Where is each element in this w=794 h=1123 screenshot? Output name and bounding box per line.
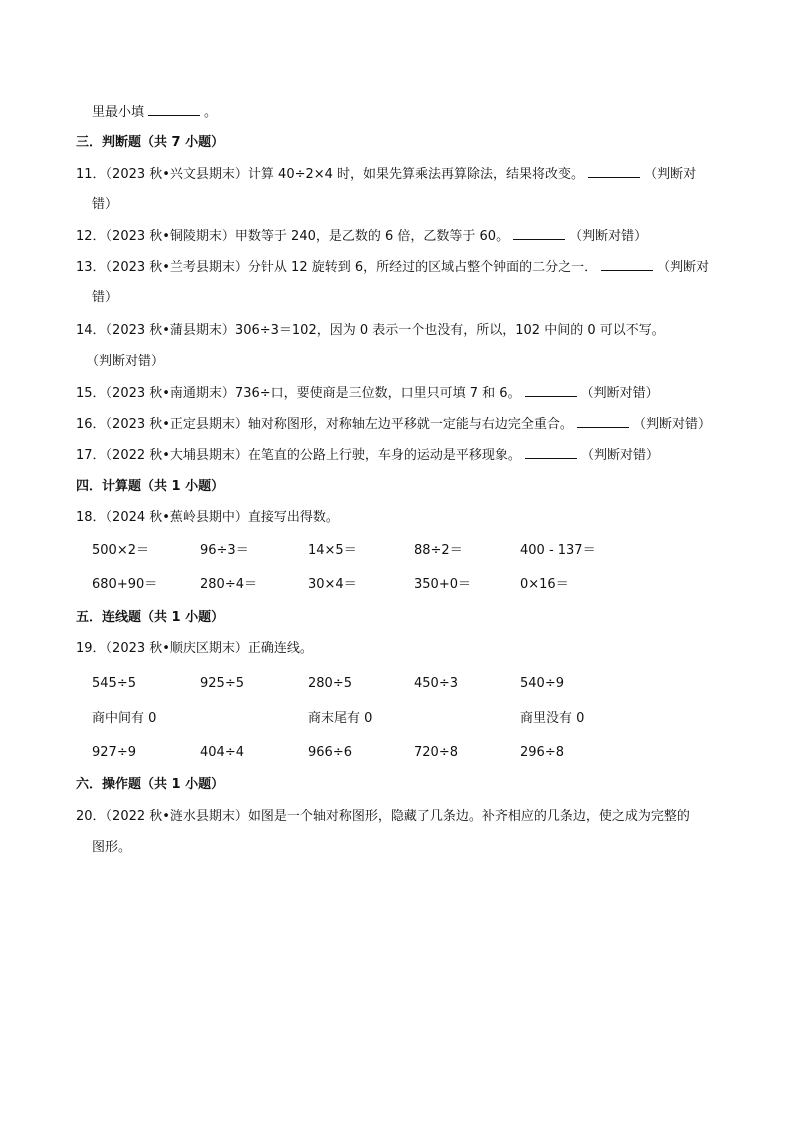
question-20: 20．（2022 秋•涟水县期末）如图是一个轴对称图形，隐藏了几条边。补齐相应的几条边，使之成为完整的 bbox=[76, 809, 690, 824]
question-11-text: 11．（2023 秋•兴文县期末）计算 40÷2×4 时，如果先算乘法再算除法，结果将改变。 bbox=[76, 167, 585, 182]
match-category[interactable]: 商中间有 0 bbox=[92, 711, 157, 726]
question-15 bbox=[76, 384, 659, 403]
match-expression[interactable]: 280÷5 bbox=[308, 676, 352, 691]
question-11-tail: （判断对 bbox=[644, 167, 697, 182]
question-17-tail: （判断对错） bbox=[580, 448, 659, 463]
answer-blank[interactable] bbox=[525, 384, 577, 397]
answer-blank[interactable] bbox=[148, 103, 200, 116]
continuation-line bbox=[92, 103, 217, 122]
question-20-continued: 图形。 bbox=[92, 840, 132, 855]
question-12-tail: （判断对错） bbox=[569, 229, 648, 244]
section-heading-matching: 五．连线题（共 1 小题） bbox=[76, 610, 225, 625]
calc-item: 280÷4＝ bbox=[200, 577, 257, 592]
question-14-continued: （判断对错） bbox=[86, 354, 165, 369]
calc-item: 500×2＝ bbox=[92, 543, 149, 558]
calc-item: 30×4＝ bbox=[308, 577, 357, 592]
match-expression[interactable]: 925÷5 bbox=[200, 676, 244, 691]
calc-item: 680+90＝ bbox=[92, 577, 158, 592]
question-11 bbox=[76, 165, 696, 184]
calc-item: 88÷2＝ bbox=[414, 543, 463, 558]
question-13-tail: （判断对 bbox=[657, 260, 710, 275]
answer-blank[interactable] bbox=[513, 227, 565, 240]
question-13 bbox=[76, 258, 709, 277]
answer-blank[interactable] bbox=[577, 415, 629, 428]
question-15-text: 15．（2023 秋•南通期末）736÷口，要使商是三位数，口里只可填 7 和 6。 bbox=[76, 386, 521, 401]
answer-blank[interactable] bbox=[588, 165, 640, 178]
match-category[interactable]: 商里没有 0 bbox=[520, 711, 585, 726]
continuation-text: 里最小填 bbox=[92, 105, 145, 120]
calc-item: 400 - 137＝ bbox=[520, 543, 596, 558]
calc-item: 0×16＝ bbox=[520, 577, 569, 592]
question-13-continued: 错） bbox=[92, 290, 119, 305]
question-12-text: 12．（2023 秋•铜陵期末）甲数等于 240，是乙数的 6 倍，乙数等于 60。 bbox=[76, 229, 510, 244]
match-expression[interactable]: 927÷9 bbox=[92, 745, 136, 760]
section-heading-judgement: 三．判断题（共 7 小题） bbox=[76, 135, 225, 150]
question-17 bbox=[76, 446, 659, 465]
question-15-tail: （判断对错） bbox=[580, 386, 659, 401]
question-16 bbox=[76, 415, 711, 434]
question-11-continued: 错） bbox=[92, 197, 119, 212]
calc-item: 96÷3＝ bbox=[200, 543, 249, 558]
continuation-end: 。 bbox=[204, 105, 218, 120]
match-category[interactable]: 商末尾有 0 bbox=[308, 711, 373, 726]
match-expression[interactable]: 720÷8 bbox=[414, 745, 458, 760]
question-18: 18．（2024 秋•蕉岭县期中）直接写出得数。 bbox=[76, 510, 339, 525]
answer-blank[interactable] bbox=[525, 446, 577, 459]
answer-blank[interactable] bbox=[601, 258, 653, 271]
match-expression[interactable]: 404÷4 bbox=[200, 745, 244, 760]
question-17-text: 17．（2022 秋•大埔县期末）在笔直的公路上行驶，车身的运动是平移现象。 bbox=[76, 448, 521, 463]
question-16-text: 16．（2023 秋•正定县期末）轴对称图形，对称轴左边平移就一定能与右边完全重合。 bbox=[76, 417, 573, 432]
question-16-tail: （判断对错） bbox=[632, 417, 711, 432]
match-expression[interactable]: 545÷5 bbox=[92, 676, 136, 691]
question-19: 19．（2023 秋•顺庆区期末）正确连线。 bbox=[76, 641, 313, 656]
match-expression[interactable]: 540÷9 bbox=[520, 676, 564, 691]
match-expression[interactable]: 450÷3 bbox=[414, 676, 458, 691]
match-expression[interactable]: 296÷8 bbox=[520, 745, 564, 760]
section-heading-calculation: 四．计算题（共 1 小题） bbox=[76, 479, 225, 494]
calc-item: 14×5＝ bbox=[308, 543, 357, 558]
question-12 bbox=[76, 227, 647, 246]
question-13-text: 13．（2023 秋•兰考县期末）分针从 12 旋转到 6，所经过的区域占整个钟面的二分之一． bbox=[76, 260, 598, 275]
calc-item: 350+0＝ bbox=[414, 577, 471, 592]
question-14: 14．（2023 秋•蒲县期末）306÷3＝102，因为 0 表示一个也没有，所以，102 中间的 0 可以不写。 bbox=[76, 323, 665, 338]
section-heading-operation: 六．操作题（共 1 小题） bbox=[76, 777, 225, 792]
match-expression[interactable]: 966÷6 bbox=[308, 745, 352, 760]
